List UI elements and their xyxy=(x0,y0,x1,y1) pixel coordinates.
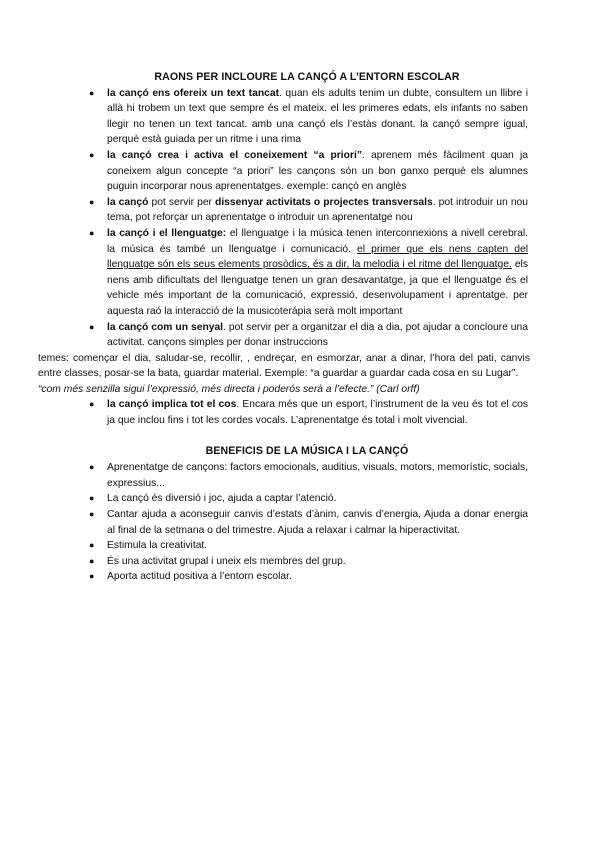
bullet-icon: ● xyxy=(89,227,95,238)
item-heading: la cançó com un senyal xyxy=(107,321,224,333)
item-text: És una activitat grupal i uneix els membres del grup. xyxy=(107,555,346,567)
themes-paragraph: temes: començar el dia, saludar-se, recollir, , endreçar, en esmorzar, anar a dinar, l’hora del pati, canvis entre classes, posar-se la bata, guardar material. Exemple: “a guardar a guardar cada cosa en su Lugar”. xyxy=(38,352,530,380)
list-item xyxy=(86,397,528,428)
bullet-icon: ● xyxy=(89,462,95,473)
item-text: pot servir per xyxy=(148,196,216,208)
bullet-icon: ● xyxy=(89,149,95,160)
bullet-icon: ● xyxy=(89,196,95,207)
item-text: Estimula la creativitat. xyxy=(107,540,208,552)
item-heading: la cançó i el llenguatge: xyxy=(107,227,227,239)
list-item xyxy=(86,86,528,148)
underlined-text: el primer que els nens capten del llenguatge són els seus elements prosòdics, és a dir, la melodia i el ritme del llenguatge. xyxy=(107,243,528,271)
bullet-icon: ● xyxy=(89,555,95,566)
list-item xyxy=(86,538,528,554)
item-heading: la cançó crea i activa el coneixement “a priori” xyxy=(107,149,362,161)
item-text: el llenguatge i la música tenen interconnexions a nivell cerebral. la música és també un llenguatge i comunicació. xyxy=(107,227,528,255)
list-item xyxy=(86,148,528,195)
reasons-list xyxy=(86,86,528,351)
item-text: Cantar ajuda a aconseguir canvis d’estats d’ànim, canvis d’energia, Ajuda a donar energia al final de la setmana o del trimestre. Ajuda a relaxar i calmar la hiperactivitat. xyxy=(107,509,528,536)
bullet-icon: ● xyxy=(89,493,95,504)
item-text: Aprenentatge de cançons: factors emocionals, auditius, visuals, motors, memorístic, socials, expressius... xyxy=(107,462,528,489)
item-text: . pot servir per a organitzar el dia a dia, pot ajudar a concloure una activitat. cançons simples per donar instruccions xyxy=(107,321,528,349)
list-item xyxy=(86,460,528,491)
item-heading: la cançó ens ofereix un text tancat xyxy=(107,87,280,99)
quote: “com més senzilla sigui l’expressió, més directa i poderós serà a l’efecte.” (Carl orff) xyxy=(38,383,420,395)
item-text: . quan els adults tenim un dubte, consultem un llibre i allà hi trobem un text que sempre és el mateix. el les primeres edats, els infants no saben llegir no tenen un text tancat. amb una cançó els l’estàs donant. la cançó sempre igual, perquè està guiada per un ritme i una rima xyxy=(107,87,528,146)
list-item xyxy=(86,491,528,507)
list-item xyxy=(86,507,528,538)
item-text: els nens amb dificultats del llenguatge tenen un gran desavantatge, ja que el llenguatge és el vehicle més important de la comunicació, expressió, desenvolupament i aprentatge. per aquesta raó la interacció de la musicoterápia serà molt important xyxy=(107,259,528,317)
section-title-reasons: RAONS PER INCLOURE LA CANÇÓ A L’ENTORN ESCOLAR xyxy=(154,71,460,83)
benefits-list xyxy=(86,460,528,585)
item-text: Aporta actitud positiva a l’entorn escolar. xyxy=(107,571,292,583)
item-heading: la cançó implica tot el cos xyxy=(107,399,237,411)
list-item xyxy=(86,554,528,570)
reasons-list-continued xyxy=(86,397,528,428)
item-text: . pot introduir un nou tema, pot reforçar un aprenentatge o introduir un aprenentatge nou xyxy=(107,196,529,224)
item-text: La cançó és diversió i joc, ajuda a captar l’atenció. xyxy=(107,493,337,505)
list-item xyxy=(86,226,528,320)
item-heading: dissenyar activitats o projectes transversals xyxy=(215,196,433,208)
item-text: . Encara més que un esport, l’instrument de la veu és tot el cos ja que inclou fins i tot les cordes vocals. L’aprenentatge és total i molt vivencial. xyxy=(107,399,528,427)
bullet-icon: ● xyxy=(89,540,95,551)
bullet-icon: ● xyxy=(89,87,95,98)
bullet-icon: ● xyxy=(89,399,95,410)
list-item xyxy=(86,569,528,585)
section-title-benefits: BENEFICIS DE LA MÚSICA I LA CANÇÓ xyxy=(205,444,409,457)
document-content xyxy=(38,70,530,585)
bullet-icon: ● xyxy=(89,321,95,332)
item-heading: la cançó xyxy=(107,196,149,208)
list-item xyxy=(86,320,528,351)
item-text: . aprenem més fàcilment quan ja coneixem algun concepte “a priori” les cançons són un bon ganxo perquè els alumnes puguin incorporar nous aprenentatges. exemple: cançó en anglès xyxy=(107,149,528,193)
bullet-icon: ● xyxy=(89,571,95,582)
list-item xyxy=(86,195,528,226)
bullet-icon: ● xyxy=(89,509,95,520)
